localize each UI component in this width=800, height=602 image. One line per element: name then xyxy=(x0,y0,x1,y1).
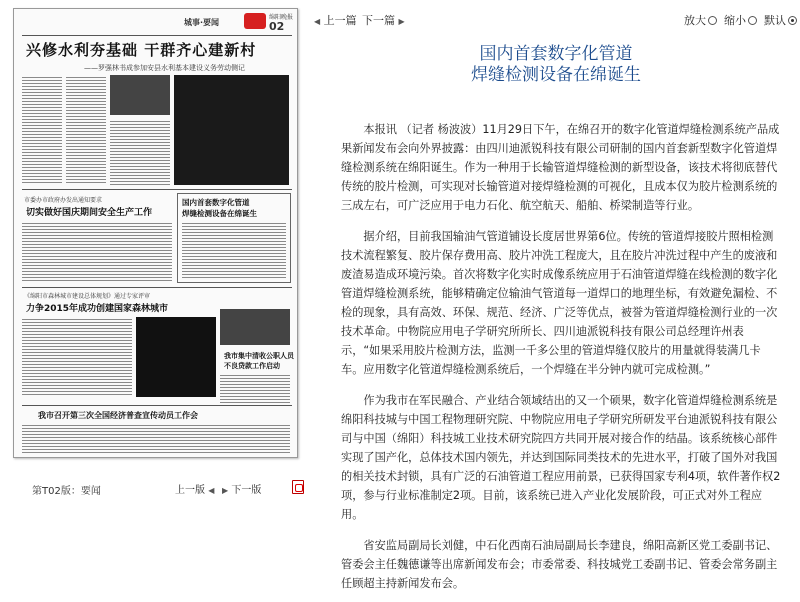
newspaper-subheadline: ——罗强林书成参加安县水利基本建设义务劳动侧记 xyxy=(84,64,245,72)
pdf-icon[interactable] xyxy=(292,480,304,494)
article-paragraph: 本报讯 （记者 杨波波）11月29日下午，在绵召开的数字化管道焊缝检测系统产品成果新闻发布会向外界披露：由四川迪派锐科技有限公司研制的国内首套新型数字化管道焊缝检测系统在绵阳诞生。作为一种用于长输管道焊缝检测的新型设备，该技术将彻底替代传统的胶片检测，可实现对长输管道对接焊缝检测的可视化，且成本仅为胶片检测系统的三成左右，可广泛应用于电力石化、航空航天、船舶、桥梁制造等行业。 xyxy=(341,123,780,212)
article-headline-link[interactable]: 力争2015年成功创建国家森林城市 xyxy=(26,304,169,314)
article-kicker: 《绵阳市森林城市建设总体规划》通过专家评审 xyxy=(24,293,151,300)
divider xyxy=(22,405,292,406)
article-title xyxy=(312,44,800,86)
article-panel xyxy=(312,0,800,602)
zoom-out-label: 缩小 xyxy=(724,14,746,27)
article-paragraph: 作为我市在军民融合、产业结合领域结出的又一个硕果，数字化管道焊缝检测系统是绵阳科技城与中国工程物理研究院、中物院应用电子学研究所研发平台迪派锐科技有限公司与中国（绵阳）科技城工业技术研究院四方共同开展对接合作的结晶。该系统核心部件实现了国产化，总体技术国内领先，并达到国际同类技术的先进水平，打破了国外对我国的相关技术封锁，具有广泛的石油管道工程应用前景，已获得国家专利4项，软件著作权2项，参与行业标准制定2项。目前，该系统已进入产业化发展阶段，可正式对外工程应用。 xyxy=(341,394,781,521)
left-panel xyxy=(0,0,305,602)
article-headline-link[interactable]: 我市召开第三次全国经济普查宣传动员工作会 xyxy=(38,411,198,420)
divider xyxy=(22,189,292,190)
news-photo xyxy=(136,317,216,397)
article-title-line1: 国内首套数字化管道 xyxy=(479,44,633,64)
text-column xyxy=(22,423,290,455)
font-default[interactable] xyxy=(764,12,797,28)
newspaper-logo-icon xyxy=(244,13,266,29)
article-paragraph: 省安监局副局长刘健，中石化西南石油局副局长李建良，绵阳高新区党工委副书记、管委会主任魏德谦等出席新闻发布会；市委常委、科技城党工委副书记、管委会常务副主任顾超主持新闻发布会。 xyxy=(341,539,778,590)
article-paragraph: 据介绍，目前我国输油气管道铺设长度居世界第6位。传统的管道焊接胶片照相检测技术流程繁复、胶片保存费用高、胶片冲洗工程庞大，且在胶片冲洗过程中产生的废液和废渣易造成环境污染。首次将数字化实时成像系统应用于石油管道焊缝在线检测的数字化管道焊缝检测系统，能够精确定位输油气管道每一道焊口的地理坐标，有效避免漏检、不检的现象，具有高效、环保、规范、经济、广泛等优点，被誉为管道焊缝检测行业的一次技术革命。中物院应用电子学研究所所长、四川迪派锐科技有限公司总经理许州表示，“如果采用胶片检测方法，监测一千多公里的管道焊缝仅胶片的用量就得装满几卡车。应用数字化管道焊缝检测系统后，一个焊缝在半分钟内就可完成检测。” xyxy=(341,230,778,376)
left-arrow-icon: ◀ xyxy=(314,17,321,26)
text-column xyxy=(22,75,62,185)
divider xyxy=(22,35,292,36)
next-page-button[interactable] xyxy=(222,481,261,496)
text-column xyxy=(66,75,106,185)
prev-article-label: 上一篇 xyxy=(323,14,357,27)
article-kicker: 国内首套数字化管道 xyxy=(182,198,250,207)
newspaper-brand: 绵阳晚报 xyxy=(269,14,294,21)
default-font-label: 默认 xyxy=(764,14,786,27)
next-article-label: 下一篇 xyxy=(362,14,395,27)
divider xyxy=(22,287,292,288)
article-headline-link[interactable]: 切实做好国庆期间安全生产工作 xyxy=(26,208,153,218)
prev-page-label: 上一版 xyxy=(175,485,205,496)
article-kicker: 我市集中清收公职人员 xyxy=(224,352,294,360)
text-column xyxy=(110,119,170,185)
radio-checked-icon[interactable] xyxy=(788,16,797,25)
next-article-button[interactable] xyxy=(362,12,405,28)
page-label: 第T02版：要闻 xyxy=(32,486,101,497)
news-photo xyxy=(220,309,290,345)
text-column xyxy=(220,373,290,403)
article-headline-link[interactable]: 不良贷款工作启动 xyxy=(224,362,280,370)
article-kicker: 市委办市政府办发出通知要求 xyxy=(24,197,103,204)
article-toolbar xyxy=(312,12,800,32)
right-arrow-icon: ▶ xyxy=(398,17,405,26)
prev-article-button[interactable] xyxy=(314,12,357,28)
newspaper-headline[interactable]: 兴修水利夯基础 干群齐心建新村 xyxy=(26,41,257,59)
radio-icon[interactable] xyxy=(748,16,757,25)
newspaper-page-thumbnail[interactable] xyxy=(13,8,298,458)
article-body xyxy=(341,120,781,602)
font-zoom-in[interactable] xyxy=(684,12,717,28)
right-arrow-icon: ▶ xyxy=(222,486,229,495)
left-arrow-icon: ◀ xyxy=(208,486,215,495)
news-photo xyxy=(110,75,170,115)
article-headline-link[interactable]: 焊缝检测设备在绵诞生 xyxy=(182,209,257,218)
prev-page-button[interactable] xyxy=(175,481,214,496)
article-title-line2: 焊缝检测设备在绵诞生 xyxy=(471,65,641,85)
newspaper-section: 城事·要闻 xyxy=(184,18,220,27)
text-column xyxy=(22,221,172,281)
next-page-label: 下一版 xyxy=(231,485,262,496)
newspaper-page-number: 02 xyxy=(269,20,285,33)
font-zoom-out[interactable] xyxy=(724,12,757,28)
text-column xyxy=(182,221,286,279)
text-column xyxy=(22,317,132,397)
zoom-in-label: 放大 xyxy=(684,14,706,27)
news-photo xyxy=(174,75,289,185)
radio-icon[interactable] xyxy=(708,16,717,25)
newspaper-header xyxy=(14,9,297,35)
